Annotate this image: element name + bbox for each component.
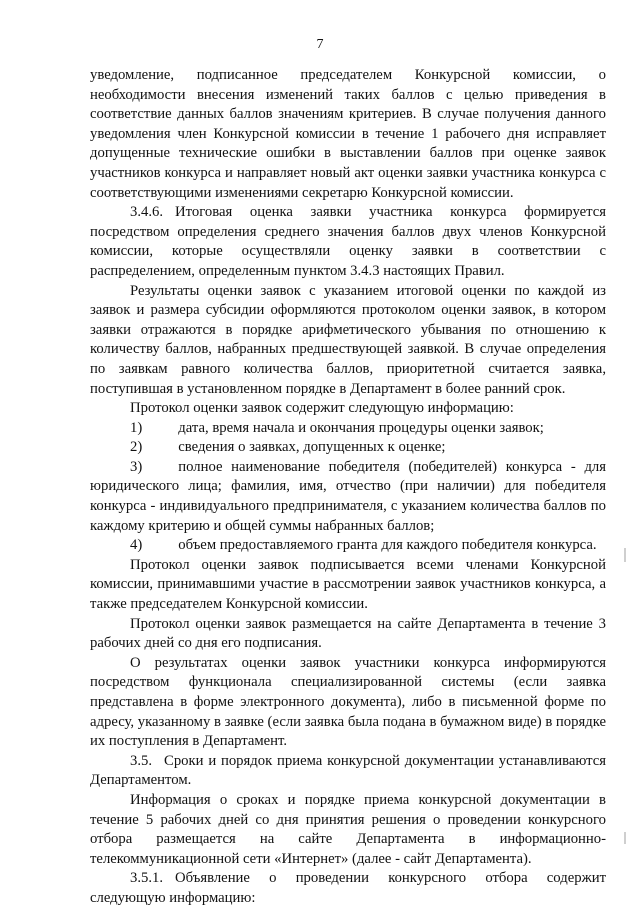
clause-3-5 (90, 752, 606, 791)
page-number: 7 (316, 37, 324, 52)
list-item-text: сведения о заявках, допущенных к оценке; (178, 439, 446, 456)
clause-number: 3.5.1. (130, 870, 164, 887)
clause-number: 3.4.6. (130, 204, 164, 221)
list-item-number: 3) (130, 458, 143, 475)
paragraph-text: Информация о сроках и порядке приема конкурсной документации в течение 5 рабочих дней со дня принятия решения о проведении конкурсного отбора размещается на сайте Департамента в информационно-телекоммуникационной сети «Интернет» (далее - сайт Департамента). (90, 791, 606, 867)
list-item-4 (90, 536, 606, 556)
paragraph-text: О результатах оценки заявок участники конкурса информируются посредством функционала специализированной системы (если заявка представлена в форме электронного документа), либо в письменной форме по адресу, указанному в заявке (если заявка была подана в бумажном виде) в порядке их поступления в Департамент. (90, 654, 606, 750)
paragraph-text: Протокол оценки заявок подписывается всеми членами Конкурсной комиссии, принимавшими участие в рассмотрении заявок участников конкурса, а также председателем Конкурсной комиссии. (90, 556, 606, 613)
clause-number: 3.5. (130, 752, 153, 769)
clause-text: Сроки и порядок приема конкурсной документации устанавливаются Департаментом. (90, 752, 606, 789)
clause-3-5-1 (90, 869, 606, 908)
clause-text: Итоговая оценка заявки участника конкурса формируется посредством определения среднего значения баллов двух членов Конкурсной комиссии, которые осуществляли оценку заявки в соответствии с распределением, определенным пунктом 3.4.3 настоящих Правил. (90, 204, 606, 279)
paragraph-text: Результаты оценки заявок с указанием итоговой оценки по каждой из заявок и размера субсидии оформляются протоколом оценки заявок, в котором заявки отражаются в порядке арифметического убывания по отношению к количеству баллов, набранных предшествующей заявкой. В случае определения по заявкам равного количества баллов, приоритетной считается заявка, поступившая в установленном порядке в Департамент в более ранний срок. (90, 282, 606, 397)
list-item-number: 2) (130, 439, 143, 456)
paragraph-results (90, 282, 606, 400)
paragraph-notification-continued (90, 66, 606, 203)
list-item-text: объем предоставляемого гранта для каждого победителя конкурса. (178, 537, 597, 554)
paragraph-text: уведомление, подписанное председателем Конкурсной комиссии, о необходимости внесения изменений таких баллов с целью приведения в соответствие данных баллов значениям критериев. В случае получения данного уведомления член Конкурсной комиссии в течение 1 рабочего дня исправляет допущенные технические ошибки в выставлении баллов при оценке заявок участников конкурса и направляет новый акт оценки заявки участника конкурса с соответствующими изменениями секретарю Конкурсной комиссии. (90, 67, 606, 201)
paragraph-protocol-publishing (90, 615, 606, 654)
list-item-2 (90, 438, 606, 458)
list-item-number: 1) (130, 419, 143, 436)
list-item-text: полное наименование победителя (победителей) конкурса - для юридического лица; фамилия, имя, отчество (при наличии) для победителя конкурса - индивидуального предпринимателя, с указанием количества баллов по каждому критерию и общей суммы набранных баллов; (90, 458, 606, 534)
paragraph-protocol-contents (90, 399, 606, 419)
scan-edge-mark (624, 832, 626, 844)
scan-edge-mark (624, 548, 626, 562)
document-body (90, 66, 606, 909)
list-item-number: 4) (130, 537, 143, 554)
clause-text: Объявление о проведении конкурсного отбора содержит следующую информацию: (90, 870, 606, 906)
list-item-1 (90, 419, 606, 439)
paragraph-acceptance-info (90, 791, 606, 869)
paragraph-protocol-signing (90, 556, 606, 615)
paragraph-text: Протокол оценки заявок содержит следующую информацию: (130, 400, 514, 417)
paragraph-participants-informed (90, 654, 606, 752)
list-item-3 (90, 458, 606, 536)
clause-3-4-6 (90, 203, 606, 281)
paragraph-text: Протокол оценки заявок размещается на сайте Департамента в течение 3 рабочих дней со дня его подписания. (90, 615, 606, 652)
list-item-text: дата, время начала и окончания процедуры оценки заявок; (178, 419, 544, 436)
